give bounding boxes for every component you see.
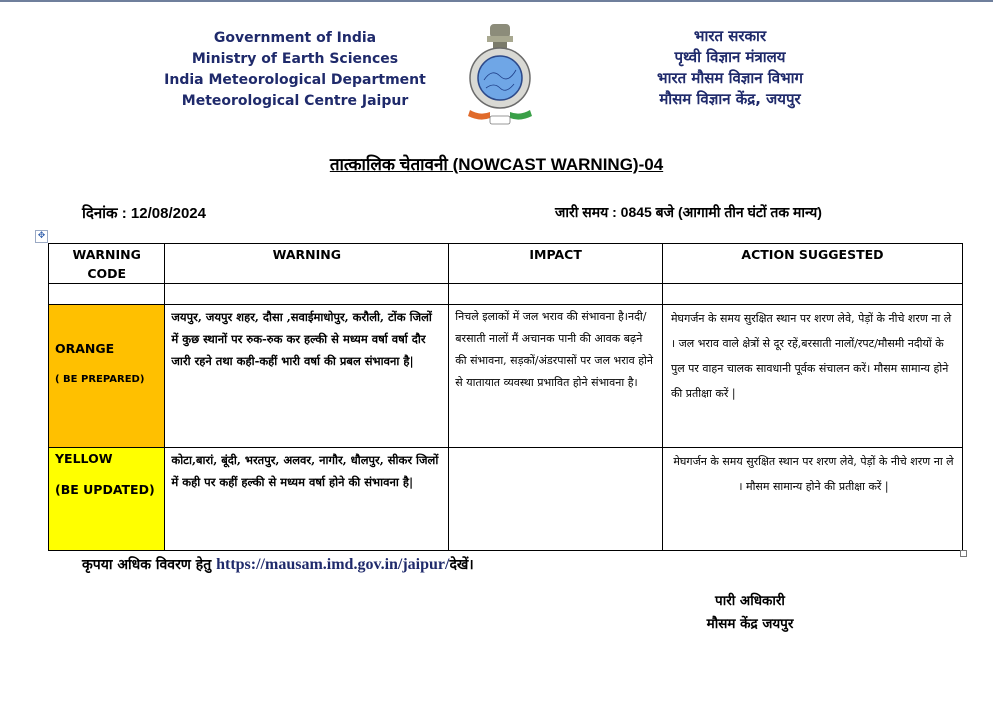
header-line-department: India Meteorological Department [164, 72, 426, 88]
table-move-handle-icon[interactable]: ✥ [35, 230, 48, 243]
action-cell[interactable] [662, 305, 962, 448]
header-warning: WARNING [165, 244, 449, 284]
warning-table [48, 243, 963, 551]
impact-text [449, 448, 662, 449]
code-note: (BE UPDATED) [55, 482, 155, 497]
document-title: तात्कालिक चेतावनी (NOWCAST WARNING)-04 [329, 155, 664, 174]
blank-cell[interactable] [165, 284, 449, 305]
table-blank-row [49, 284, 963, 305]
header-hindi [615, 26, 845, 110]
more-info-link[interactable]: https://mausam.imd.gov.in/jaipur/ [216, 556, 450, 573]
warning-text: जयपुर, जयपुर शहर, दौसा ,सवाईमाधोपुर, करौली, टोंक जिलों में कुछ स्थानों पर रुक-रुक कर हल्की से मध्यम वर्षा वर्षा दौर जारी रहने तथा कही-कहीं भारी वर्षा की प्रबल संभावना है| [171, 310, 432, 368]
more-info-suffix: देखें। [449, 557, 474, 573]
impact-cell[interactable] [449, 448, 663, 551]
table-row-yellow [49, 448, 963, 551]
imd-emblem-icon [462, 22, 538, 128]
header-hindi-line-1: भारत सरकार [693, 27, 767, 45]
blank-cell[interactable] [449, 284, 663, 305]
warning-cell[interactable] [165, 448, 449, 551]
blank-cell[interactable] [49, 284, 165, 305]
signature-block [680, 590, 820, 636]
warning-code-cell-yellow[interactable] [49, 448, 165, 551]
header-line-ministry: Ministry of Earth Sciences [191, 51, 399, 67]
code-label: ORANGE [55, 341, 115, 356]
more-info-line [82, 555, 474, 574]
header-impact: IMPACT [449, 244, 663, 284]
window-top-border [0, 0, 993, 2]
warning-code-cell-orange[interactable] [49, 305, 165, 448]
header-action: ACTION SUGGESTED [662, 244, 962, 284]
header-code-line-2: CODE [87, 266, 127, 281]
action-cell[interactable] [662, 448, 962, 551]
header-hindi-line-2: पृथ्वी विज्ञान मंत्रालय [674, 48, 786, 66]
header-warning-code [49, 244, 165, 284]
signature-office: मौसम केंद्र जयपुर [706, 616, 794, 632]
action-text: मेघगर्जन के समय सुरक्षित स्थान पर शरण लेवे, पेड़ों के नीचे शरण ना ले । मौसम सामान्य होने की प्रतीक्षा करें | [673, 455, 954, 493]
action-text: मेघगर्जन के समय सुरक्षित स्थान पर शरण लेवे, पेड़ों के नीचे शरण ना ले । जल भराव वाले क्षेत्रों से दूर रहें,बरसाती नालों/रपट/मौसमी नदीयों के पुल पर वाहन चालक सावधानी पूर्वक संचालन करें। मौसम सामान्य होने की प्रतीक्षा करें | [670, 312, 952, 400]
code-note: ( BE PREPARED) [55, 374, 145, 385]
table-resize-handle[interactable] [960, 550, 967, 557]
impact-cell[interactable] [449, 305, 663, 448]
header-code-line-1: WARNING [72, 247, 141, 262]
blank-cell[interactable] [662, 284, 962, 305]
table-header-row [49, 244, 963, 284]
impact-text: निचले इलाकों में जल भराव की संभावना है।नदी/बरसाती नालों मैं अचानक पानी की आवक बढ़ने की संभावना, सड़कों/अंडरपासों पर जल भराव होने से यातायात व्यवस्था प्रभावित होने संभावना है। [455, 310, 654, 389]
header-hindi-line-3: भारत मौसम विज्ञान विभाग [657, 69, 803, 87]
more-info-prefix: कृपया अधिक विवरण हेतु [82, 557, 217, 573]
signature-title: पारी अधिकारी [715, 593, 785, 609]
warning-cell[interactable] [165, 305, 449, 448]
header-line-centre: Meteorological Centre Jaipur [181, 93, 409, 109]
issue-date: दिनांक : 12/08/2024 [82, 205, 206, 222]
warning-text: कोटा,बारां, बूंदी, भरतपुर, अलवर, नागौर, धौलपुर, सीकर जिलों में कही पर कहीं हल्की से मध्यम वर्षा होने की संभावना है| [171, 453, 439, 489]
table-row-orange [49, 305, 963, 448]
issue-time: जारी समय : 0845 बजे (आगामी तीन घंटों तक मान्य) [555, 204, 822, 220]
header-english [150, 28, 440, 112]
header-hindi-line-4: मौसम विज्ञान केंद्र, जयपुर [659, 90, 801, 108]
header-line-government: Government of India [213, 30, 377, 46]
code-label: YELLOW [55, 451, 113, 466]
